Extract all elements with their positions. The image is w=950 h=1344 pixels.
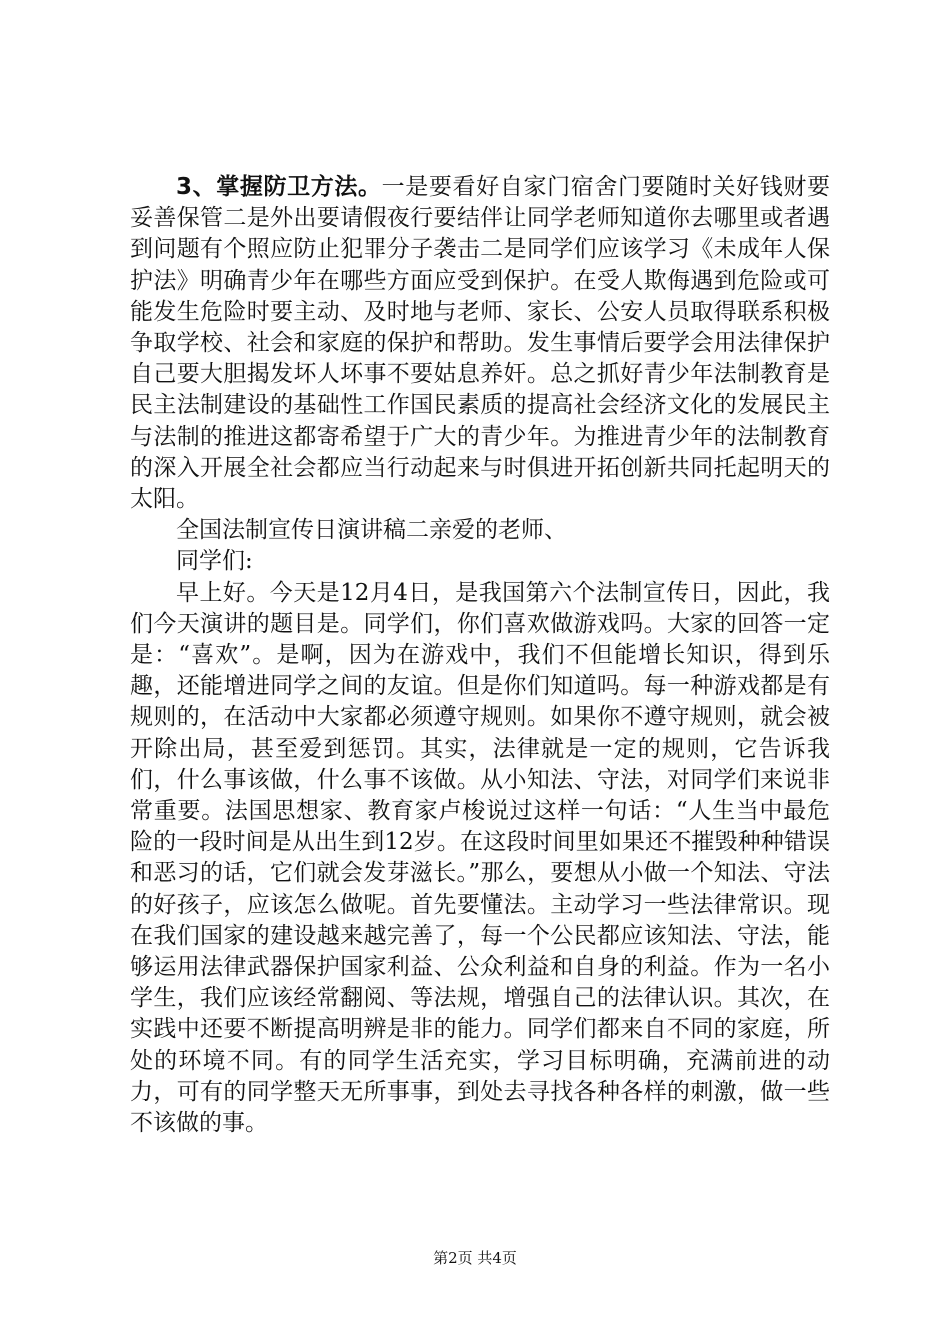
paragraph-2: 全国法制宣传日演讲稿二亲爱的老师、 — [176, 517, 567, 544]
paragraph-3: 同学们: — [176, 548, 253, 575]
paragraph-1-text: 一是要看好自家门宿舍门要随时关好钱财要妥善保管二是外出要请假夜行要结伴让同学老师知道你去哪里或者遇到问题有个照应防止犯罪分子袭击二是同学们应该学习《未成年人保护法》明确青少年在哪些方面应受到保护。在受人欺侮遇到危险或可能发生危险时要主动、及时地与老师、家长、公安人员取得联系积极争取学校、社会和家庭的保护和帮助。发生事情后要学会用法律保护自己要大胆揭发坏人坏事不要姑息养奸。总之抓好青少年法制教育是民主法制建设的基础性工作国民素质的提高社会经济文化的发展民主与法制的推进这都寄希望于广大的青少年。为推进青少年的法制教育的深入开展全社会都应当行动起来与时俱进开拓创新共同托起明天的太阳。 — [130, 174, 830, 513]
paragraph-4: 早上好。今天是12月4日，是我国第六个法制宣传日，因此，我们今天演讲的题目是。同学们，你们喜欢做游戏吗。大家的回答一定是：“喜欢”。是啊，因为在游戏中，我们不但能增长知识，得到乐趣，还能增进同学之间的友谊。但是你们知道吗。每一种游戏都是有规则的，在活动中大家都必须遵守规则。如果你不遵守规则，就会被开除出局，甚至爱到惩罚。其实，法律就是一定的规则，它告诉我们，什么事该做，什么事不该做。从小知法、守法，对同学们来说非常重要。法国思想家、教育家卢梭说过这样一句话：“人生当中最危险的一段时间是从出生到12岁。在这段时间里如果还不摧毁种种错误和恶习的话，它们就会发芽滋长。”那么，要想从小做一个知法、守法的好孩子，应该怎么做呢。首先要懂法。主动学习一些法律常识。现在我们国家的建设越来越完善了，每一个公民都应该知法、守法，能够运用法律武器保护国家利益、公众利益和自身的利益。作为一名小学生，我们应该经常翻阅、等法规，增强自己的法律认识。其次，在实践中还要不断提高明辨是非的能力。同学们都来自不同的家庭，所处的环境不同。有的同学生活充实，学习目标明确，充满前进的动力，可有的同学整天无所事事，到处去寻找各种各样的刺激，做一些不该做的事。 — [130, 579, 830, 1137]
paragraph-1-heading: 3、掌握防卫方法。 — [176, 174, 382, 200]
paragraph-1 — [130, 172, 830, 515]
page-footer: 第2页 共4页 — [433, 1249, 517, 1267]
document-body — [130, 172, 830, 1139]
